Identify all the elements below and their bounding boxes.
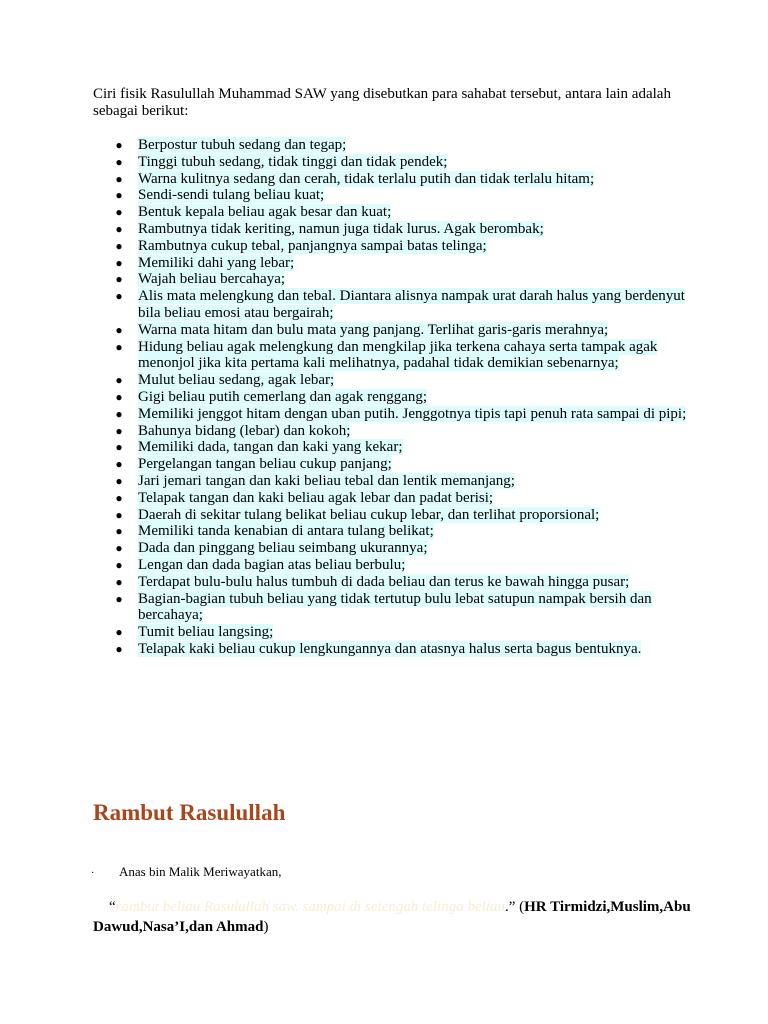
list-item-text: Telapak kaki beliau cukup lengkungannya dan atasnya halus serta bagus bentuknya. [138,640,642,657]
list-item-text: Telapak tangan dan kaki beliau agak lebar dan padat berisi; [138,489,494,506]
list-item [93,271,693,288]
bullet-dot-icon: ● [115,490,123,505]
narrator-line [91,863,691,883]
list-item-text: Alis mata melengkung dan tebal. Diantara alisnya nampak urat darah halus yang berdenyut bila beliau emosi atau bergairah; [138,288,685,321]
bullet-dot-icon: ● [115,389,123,404]
list-item [93,288,693,322]
list-item-text: Daerah di sekitar tulang belikat beliau cukup lebar, dan terlihat proporsional; [138,506,600,523]
list-item-text: Rambutnya cukup tebal, panjangnya sampai batas telinga; [138,237,487,254]
quote-faded-text: rambut beliau Rasulullah saw. sampai di setengah telinga beliau [115,899,505,915]
bullet-dot-icon: ● [115,541,123,556]
list-item [93,473,693,490]
list-item [93,154,693,171]
hadith-source: HR Tirmidzi,Muslim,Abu Dawud,Nasa’I,dan Ahmad [93,899,691,935]
list-item [93,523,693,540]
bullet-dot-icon: ● [115,524,123,539]
bullet-dot-icon: ● [115,457,123,472]
list-item-text: Bagian-bagian tubuh beliau yang tidak tertutup bulu lebat satupun nampak bersih dan bercahaya; [138,590,652,624]
bullet-dot-icon: ● [115,138,123,152]
list-item [93,322,693,339]
bullet-dot-icon: ● [115,625,123,640]
hadith-quote [93,897,713,937]
bullet-dot-icon: ● [115,473,123,488]
list-item-text: Dada dan pinggang beliau seimbang ukurannya; [138,540,428,557]
list-item-text: Sendi-sendi tulang beliau kuat; [138,187,325,204]
characteristics-list [93,137,693,658]
bullet-dot-icon: ● [115,557,123,572]
bullet-dot-icon: ● [115,289,123,304]
list-item [93,574,693,591]
bullet-dot-icon: ● [115,272,123,287]
list-item-text: Memiliki dahi yang lebar; [138,254,295,271]
list-item-text: Bentuk kepala beliau agak besar dan kuat; [138,204,392,221]
list-item-text: Tumit beliau langsing; [138,624,274,641]
bullet-dot-icon: ● [115,406,123,421]
bullet-dot-icon: ● [115,507,123,522]
list-item [93,389,693,406]
list-item [93,255,693,272]
bullet-dot-icon: ● [115,591,123,606]
list-item [93,204,693,221]
list-item-text: Mulut beliau sedang, agak lebar; [138,372,335,389]
bullet-dot-icon: ● [115,221,123,236]
list-item [93,406,693,423]
list-item [93,137,693,154]
list-item-text: Memiliki tanda kenabian di antara tulang belikat; [138,523,434,540]
list-item [93,490,693,507]
quote-end-paren: ) [263,919,269,935]
bullet-dot-icon: ● [115,188,123,203]
list-item [93,591,693,625]
list-item-text: Warna mata hitam dan bulu mata yang panjang. Terlihat garis-garis merahnya; [138,321,609,338]
narrator-text: Anas bin Malik Meriwayatkan, [119,864,282,879]
list-item [93,540,693,557]
list-item-text: Terdapat bulu-bulu halus tumbuh di dada beliau dan terus ke bawah hingga pusar; [138,573,630,590]
bullet-dot-icon: ● [115,373,123,388]
bullet-dot-icon: ● [115,238,123,253]
list-item [93,339,693,373]
list-item [93,238,693,255]
bullet-dot-icon: ● [115,574,123,589]
list-item [93,507,693,524]
list-item-text: Memiliki dada, tangan dan kaki yang kekar; [138,439,403,456]
bullet-dot-icon: ● [115,423,123,438]
bullet-dot-icon: ● [115,205,123,220]
quote-close-mark: .” ( [504,899,525,915]
list-item [93,187,693,204]
bullet-dot-icon: ● [115,255,123,270]
list-item-text: Gigi beliau putih cemerlang dan agak renggang; [138,388,428,405]
list-item [93,221,693,238]
bullet-dot-icon: ● [115,171,123,186]
list-item [93,624,693,641]
list-item [93,372,693,389]
list-item-text: Pergelangan tangan beliau cukup panjang; [138,456,392,473]
list-item-text: Jari jemari tangan dan kaki beliau tebal dan lentik memanjang; [138,472,515,489]
list-item [93,439,693,456]
list-item-text: Warna kulitnya sedang dan cerah, tidak terlalu putih dan tidak terlalu hitam; [138,170,595,187]
bullet-dot-icon: ● [115,641,123,656]
list-item-text: Tinggi tubuh sedang, tidak tinggi dan tidak pendek; [138,153,448,170]
quote-open-mark: “ [109,899,116,915]
bullet-dot-icon: ● [115,322,123,337]
list-item-text: Lengan dan dada bagian atas beliau berbulu; [138,556,406,573]
list-item [93,456,693,473]
bullet-dot-icon: ● [115,154,123,169]
list-item [93,641,693,658]
list-item-text: Berpostur tubuh sedang dan tegap; [138,137,347,153]
section-heading: Rambut Rasulullah [93,800,286,825]
list-item [93,423,693,440]
intro-paragraph: Ciri fisik Rasulullah Muhammad SAW yang disebutkan para sahabat tersebut, antara lain adalah sebagai berikut: [93,86,671,119]
list-item-text: Hidung beliau agak melengkung dan mengkilap jika terkena cahaya serta tampak agak menonjol jika kita pertama kali melihatnya, padahal tidak demikian sebenarnya; [138,338,658,372]
list-item [93,171,693,188]
list-item-text: Rambutnya tidak keriting, namun juga tidak lurus. Agak berombak; [138,220,544,237]
bullet-dot-icon: ● [115,440,123,455]
bullet-dot-icon: ● [115,339,123,354]
narrator-bullet: · [91,868,95,879]
list-item-text: Bahunya bidang (lebar) dan kokoh; [138,422,351,439]
list-item-text: Memiliki jenggot hitam dengan uban putih. Jenggotnya tipis tapi penuh rata sampai di pipi; [138,405,687,422]
list-item-text: Wajah beliau bercahaya; [138,271,286,288]
list-item [93,557,693,574]
